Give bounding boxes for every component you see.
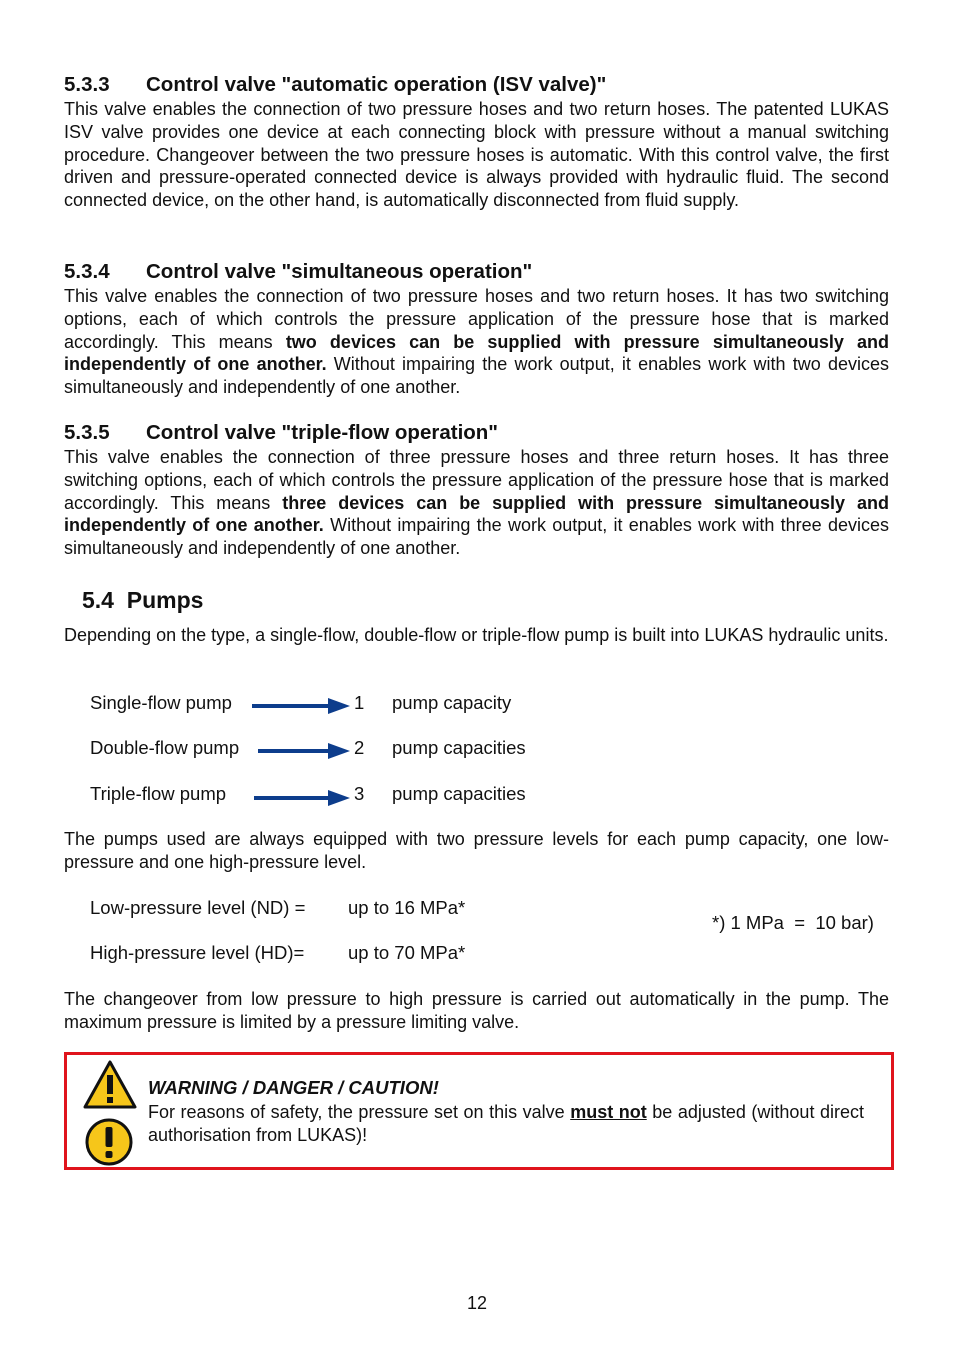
- pump-capacity-label: pump capacities: [392, 737, 526, 758]
- pump-capacity-count: 1: [354, 692, 365, 713]
- section-number: 5.3.5: [64, 421, 110, 444]
- pump-capacity-count: 2: [354, 737, 365, 758]
- section-number: 5.3.4: [64, 260, 110, 283]
- pump-capacity-count: 3: [354, 783, 365, 804]
- emphasis-text: must not: [570, 1102, 647, 1122]
- caution-circle-icon: [84, 1117, 134, 1167]
- pump-type-name: Double-flow pump: [90, 737, 240, 758]
- section-title: Control valve "automatic operation (ISV valve)": [146, 73, 607, 96]
- page-number: 12: [466, 1293, 488, 1313]
- section-title: Control valve "triple-flow operation": [146, 421, 499, 444]
- arrow-right-icon: [258, 743, 350, 759]
- pump-type-name: Triple-flow pump: [90, 783, 227, 804]
- pressure-level-name: High-pressure level (HD)=: [90, 942, 305, 963]
- bold-text-run: three devices can be supplied with pressure simultaneously and independently of one another.: [64, 492, 890, 536]
- section-5-3-5-heading: [64, 421, 498, 445]
- text-run: be adjusted (without direct authorisation from LUKAS)!: [148, 1102, 864, 1145]
- changeover-text: The changeover from low pressure to high pressure is carried out automatically in the pump. The maximum pressure is limited by a pressure limiting valve.: [64, 989, 889, 1032]
- warning-box: [64, 1052, 894, 1170]
- section-5-3-4-text: [64, 285, 889, 399]
- section-5-3-3-heading: [64, 73, 606, 97]
- section-title: Pumps: [126, 587, 204, 613]
- pressure-level-name: Low-pressure level (ND) =: [90, 897, 306, 918]
- arrow-right-icon: [252, 698, 350, 714]
- pump-type-name: Single-flow pump: [90, 692, 232, 713]
- pump-capacity-label: pump capacities: [392, 783, 526, 804]
- section-5-3-3-text: This valve enables the connection of two pressure hoses and two return hoses. The patented LUKAS ISV valve provides one device at each connecting block with pressure without a manual switching procedure. Changeover between the two pressure hoses is automatic. With this control valve, the first driven and pressure-operated connected device is always provided with hydraulic fluid. The second connected device, on the other hand, is automatically disconnected from fluid supply.: [64, 99, 889, 211]
- bold-text-run: two devices can be supplied with pressure simultaneously and independently of one another.: [64, 331, 889, 375]
- section-number: 5.3.3: [64, 73, 110, 96]
- pressure-level-value: up to 70 MPa*: [348, 942, 466, 963]
- warning-text: [148, 1101, 864, 1147]
- section-5-3-4-heading: [64, 260, 532, 284]
- text-run: This valve enables the connection of two pressure hoses and two return hoses. It has two switching options, each of which controls the pressure application of the pressure hose that is marked accordingly. This means: [64, 286, 889, 352]
- unit-footnote: *) 1 MPa = 10 bar): [712, 912, 874, 933]
- section-5-3-5-text: [64, 446, 889, 560]
- pump-capacity-label: pump capacity: [392, 692, 512, 713]
- pumps-intro-text: Depending on the type, a single-flow, double-flow or triple-flow pump is built into LUKAS hydraulic units.: [64, 625, 889, 645]
- section-5-4-heading: [82, 587, 203, 614]
- text-run: Without impairing the work output, it enables work with three devices simultaneously and independently of one another.: [64, 515, 889, 559]
- warning-title: WARNING / DANGER / CAUTION!: [148, 1077, 439, 1098]
- arrow-right-icon: [254, 790, 350, 806]
- section-title: Control valve "simultaneous operation": [146, 260, 533, 283]
- text-run: This valve enables the connection of three pressure hoses and three return hoses. It has three switching options, each of which controls the pressure application of the pressure hose that is marked accordingly. This means: [64, 447, 889, 513]
- pressure-levels-text: The pumps used are always equipped with two pressure levels for each pump capacity, one low-pressure and one high-pressure level.: [64, 829, 889, 872]
- pressure-level-value: up to 16 MPa*: [348, 897, 466, 918]
- warning-triangle-icon: [83, 1060, 137, 1110]
- text-run: For reasons of safety, the pressure set on this valve: [148, 1102, 571, 1122]
- text-run: Without impairing the work output, it enables work with two devices simultaneously and independently of one another.: [64, 354, 889, 398]
- section-number: 5.4: [82, 587, 114, 613]
